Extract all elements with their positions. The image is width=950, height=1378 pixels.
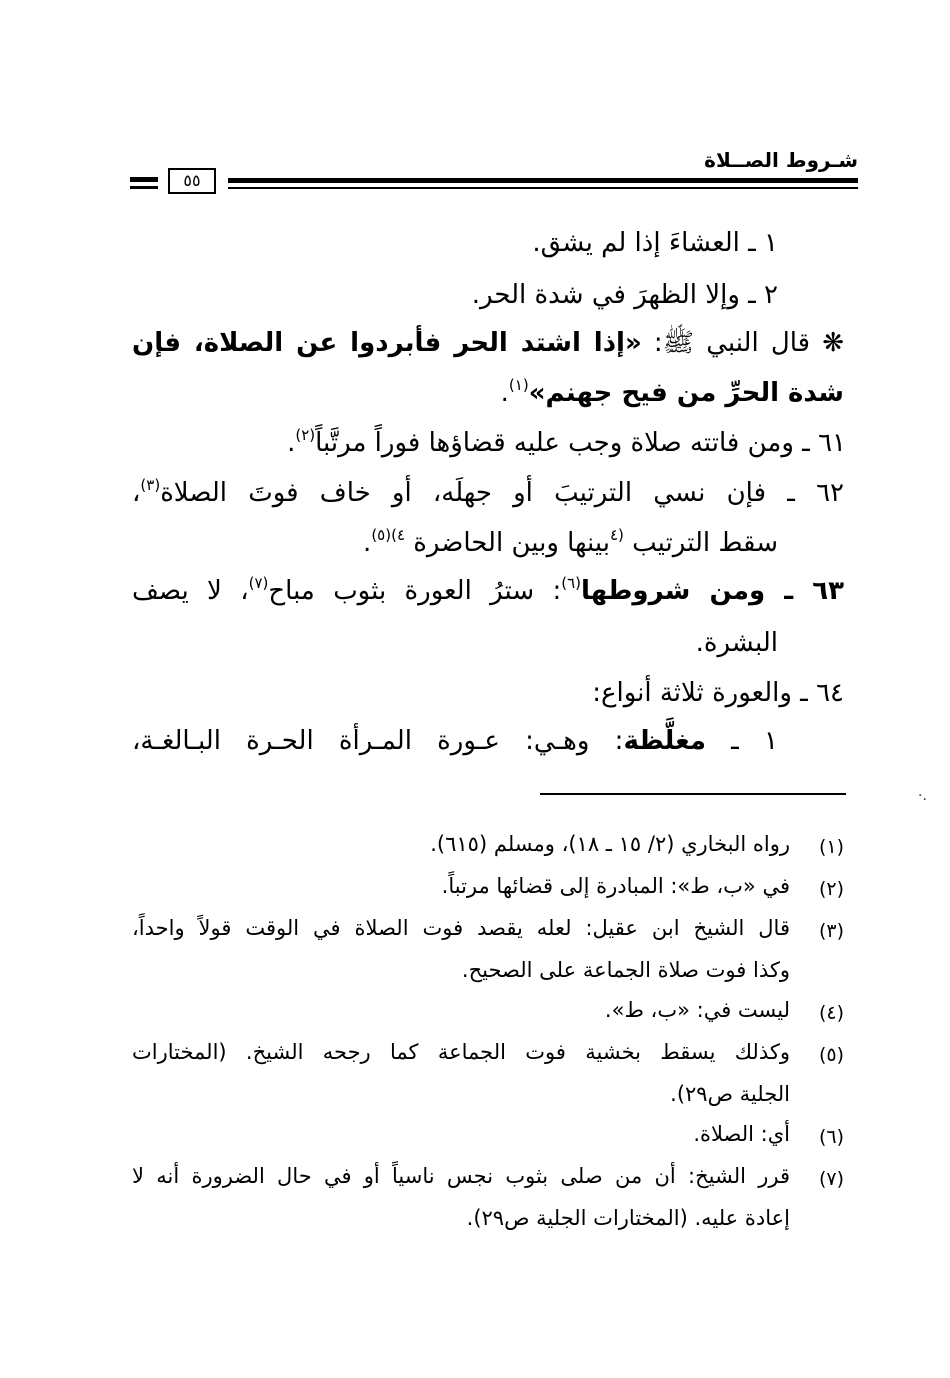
footnote-text: قال الشيخ ابن عقيل: لعله يقصد فوت الصلاة في الوقت قولاً واحداً، (132, 916, 790, 940)
chapter-title: شـروط الصــلاة (704, 148, 858, 172)
hadith-intro: ❋ قال النبي ﷺ: (641, 328, 844, 358)
body-line-8 (132, 574, 844, 606)
footnote-number: (٢) (818, 878, 844, 900)
body-line-1: ١ ـ العشاءَ إذا لم يشق. (532, 228, 778, 258)
footnote-number: (٣) (818, 920, 844, 942)
footnote-ref: (١) (508, 376, 529, 394)
paragraph-62-cont: بينها وبين الحاضرة (405, 528, 610, 558)
footnote-text: الجلية ص٢٩). (670, 1082, 790, 1106)
footnote-text: وكذلك يسقط بخشية فوت الجماعة كما رجحه الشيخ. (المختارات (132, 1040, 790, 1064)
scan-mark: ·. (918, 788, 927, 804)
punctuation: . (500, 378, 509, 408)
awra-type-heading: مغلَّظة (623, 726, 706, 756)
paragraph-63: : سترُ العورة بثوب مباح (268, 576, 562, 606)
body-line-10: ٦٤ ـ والعورة ثلاثة أنواع: (592, 678, 844, 708)
header-rule-thin (228, 187, 858, 189)
footnote-number: (٦) (818, 1126, 844, 1148)
body-line-7 (363, 526, 778, 558)
awra-type-text: : وهـي: عـورة المـرأة الحـرة البـالغـة، (132, 726, 624, 756)
punctuation: ، (132, 478, 141, 508)
paragraph-63-heading: ٦٣ ـ ومن شروطها (581, 576, 844, 606)
footnote-number: (١) (818, 836, 844, 858)
body-line-4 (500, 376, 844, 408)
body-line-2: ٢ ـ وإلا الظهرَ في شدة الحر. (471, 280, 778, 310)
paragraph-62-cont: سقط الترتيب (623, 528, 778, 558)
body-line-5 (287, 426, 846, 458)
list-marker: ١ ـ (705, 726, 778, 756)
footnote-ref: (٤ (609, 526, 624, 544)
footnote-ref: (٧) (248, 574, 269, 592)
header-rule-stub (130, 177, 158, 182)
footnote-number: (٤) (818, 1002, 844, 1024)
punctuation: . (363, 528, 372, 558)
footnote-text: أي: الصلاة. (693, 1122, 790, 1146)
body-line-6 (132, 476, 844, 508)
body-line-3 (132, 330, 844, 356)
footnote-text: رواه البخاري (٢/ ١٥ ـ ١٨)، ومسلم (٦١٥). (430, 832, 790, 856)
footnote-number: (٥) (818, 1044, 844, 1066)
paragraph-61: ٦١ ـ ومن فاتته صلاة وجب عليه قضاؤها فوراً مرتَّباً (315, 428, 846, 458)
footnote-ref: (٣) (140, 476, 161, 494)
paragraph-62: ٦٢ ـ فإن نسي الترتيبَ أو جهلَه، أو خاف فوتَ الصلاة (160, 478, 844, 508)
footnote-text: في «ب، ط»: المبادرة إلى قضائها مرتباً. (441, 874, 790, 898)
footnote-text: وكذا فوت صلاة الجماعة على الصحيح. (461, 958, 790, 982)
footnote-ref: (٦) (561, 574, 582, 592)
header-rule-thick (228, 178, 858, 183)
footnote-text: إعادة عليه. (المختارات الجلية ص٢٩). (466, 1206, 790, 1230)
paragraph-63: ، لا يصف (132, 576, 249, 606)
hadith-text: شدة الحرِّ من فيح جهنم» (528, 378, 844, 408)
footnote-ref: ٤)(٥) (371, 526, 406, 544)
hadith-text: «إذا اشتد الحر فأبردوا عن الصلاة، فإن (132, 328, 642, 358)
header-rule-stub (130, 186, 158, 189)
footnote-number: (٧) (818, 1168, 844, 1190)
body-line-9: البشرة. (695, 628, 778, 658)
footnote-separator (540, 793, 846, 795)
body-line-11 (132, 728, 778, 754)
punctuation: . (287, 428, 296, 458)
footnote-text: قرر الشيخ: أن من صلى بثوب نجس ناسياً أو في حال الضرورة أنه لا (132, 1164, 790, 1188)
footnote-ref: (٢) (295, 426, 316, 444)
footnote-text: ليست في: «ب، ط». (604, 998, 790, 1022)
page-number: ٥٥ (168, 168, 216, 194)
